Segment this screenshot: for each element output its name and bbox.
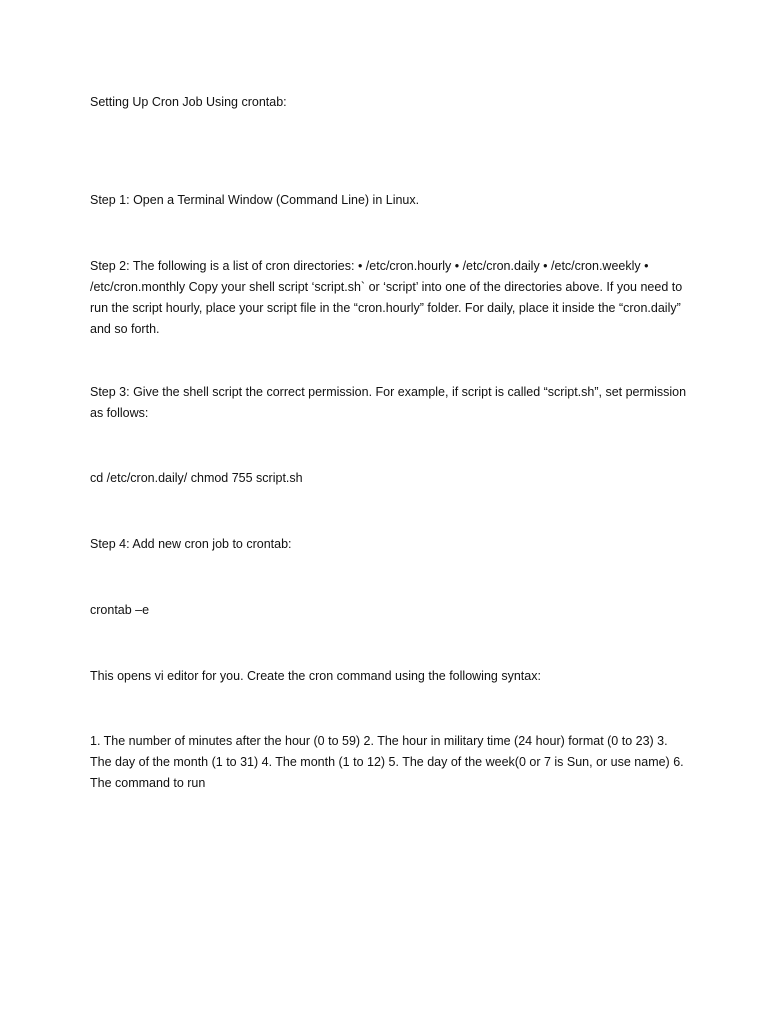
cd-chmod-command: cd /etc/cron.daily/ chmod 755 script.sh <box>90 471 303 485</box>
cron-syntax-list: 1. The number of minutes after the hour (0 to 59) 2. The hour in military time (24 hour) format (0 to 23) 3. The day of the month (1 to 31) 4. The month (1 to 12) 5. The day of the week(0 or 7 is Sun, or use name) 6. The command to run <box>90 734 684 790</box>
step-3-text: Step 3: Give the shell script the correct permission. For example, if script is called “script.sh”, set permission as follows: <box>90 385 687 420</box>
step-2-text: Step 2: The following is a list of cron directories: • /etc/cron.hourly • /etc/cron.daily • /etc/cron.weekly • /etc/cron.monthly Copy your shell script ‘script.sh` or ‘script’ into one of the directories above. If you need to run the script hourly, place your script file in the “cron.hourly” folder. For daily, place it inside the “cron.daily” and so forth. <box>90 259 683 336</box>
step-1-text: Step 1: Open a Terminal Window (Command Line) in Linux. <box>90 193 420 207</box>
crontab-command: crontab –e <box>90 603 150 617</box>
document-title: Setting Up Cron Job Using crontab: <box>90 95 287 109</box>
vi-editor-note: This opens vi editor for you. Create the cron command using the following syntax: <box>90 669 541 683</box>
step-4-text: Step 4: Add new cron job to crontab: <box>90 537 292 551</box>
